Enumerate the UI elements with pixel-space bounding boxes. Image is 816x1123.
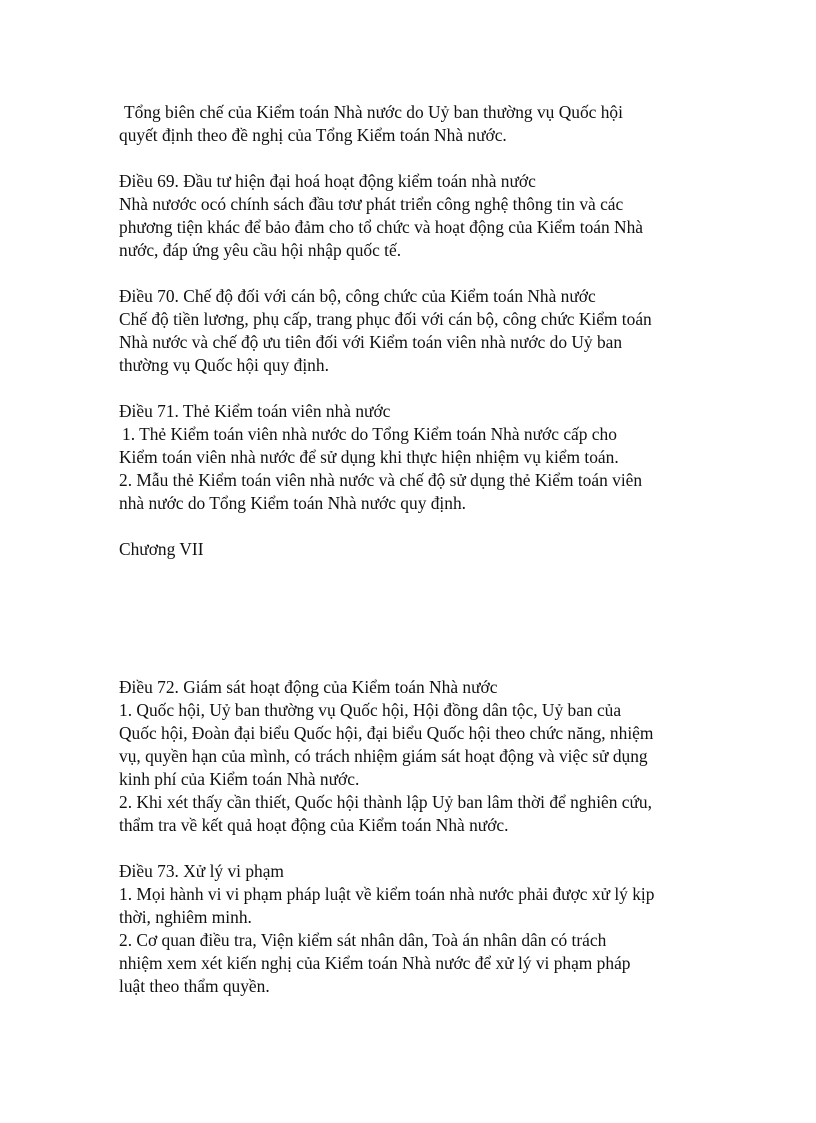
article-72-line-5: 2. Khi xét thấy cần thiết, Quốc hội thành lập Uỷ ban lâm thời để nghiên cứu, <box>119 792 652 812</box>
article-73-line-4: nhiệm xem xét kiến nghị của Kiểm toán Nhà nước để xử lý vi phạm pháp <box>119 953 631 973</box>
spacer <box>119 837 704 860</box>
spacer <box>119 262 704 285</box>
article-70-title: Điều 70. Chế độ đối với cán bộ, công chức của Kiểm toán Nhà nước <box>119 286 596 306</box>
article-70-line-1: Chế độ tiền lương, phụ cấp, trang phục đối với cán bộ, công chức Kiểm toán <box>119 309 652 329</box>
article-73-line-1: 1. Mọi hành vi vi phạm pháp luật về kiểm toán nhà nước phải được xử lý kịp <box>119 884 655 904</box>
document-page <box>119 101 704 998</box>
article-72-line-6: thẩm tra về kết quả hoạt động của Kiểm toán Nhà nước. <box>119 815 509 835</box>
article-73-title: Điều 73. Xử lý vi phạm <box>119 861 284 881</box>
article-69-line-2: phương tiện khác để bảo đảm cho tổ chức và hoạt động của Kiểm toán Nhà <box>119 217 644 237</box>
spacer <box>119 377 704 400</box>
article-72-line-3: vụ, quyền hạn của mình, có trách nhiệm giám sát hoạt động và việc sử dụng <box>119 746 648 766</box>
article-71-line-2: Kiểm toán viên nhà nước để sử dụng khi thực hiện nhiệm vụ kiểm toán. <box>119 447 619 467</box>
article-69-line-1: Nhà nươớc ocó chính sách đầu tơư phát triển công nghệ thông tin và các <box>119 194 624 214</box>
article-73-line-5: luật theo thẩm quyền. <box>119 976 270 996</box>
article-71-title: Điều 71. Thẻ Kiểm toán viên nhà nước <box>119 401 391 421</box>
intro-line-2: quyết định theo đề nghị của Tổng Kiểm toán Nhà nước. <box>119 125 507 145</box>
spacer <box>119 515 704 538</box>
article-71-line-3: 2. Mẫu thẻ Kiểm toán viên nhà nước và chế độ sử dụng thẻ Kiểm toán viên <box>119 470 643 490</box>
chapter-gap <box>119 561 704 676</box>
article-72-line-1: 1. Quốc hội, Uỷ ban thường vụ Quốc hội, Hội đồng dân tộc, Uỷ ban của <box>119 700 622 720</box>
article-73-line-2: thời, nghiêm minh. <box>119 907 252 927</box>
article-72-line-2: Quốc hội, Đoàn đại biểu Quốc hội, đại biểu Quốc hội theo chức năng, nhiệm <box>119 723 654 743</box>
article-71-line-1: 1. Thẻ Kiểm toán viên nhà nước do Tổng Kiểm toán Nhà nước cấp cho <box>122 424 617 444</box>
chapter-heading: Chương VII <box>119 539 204 559</box>
article-69-line-3: nước, đáp ứng yêu cầu hội nhập quốc tế. <box>119 240 402 260</box>
article-70-line-3: thường vụ Quốc hội quy định. <box>119 355 329 375</box>
article-70-line-2: Nhà nước và chế độ ưu tiên đối với Kiểm toán viên nhà nước do Uỷ ban <box>119 332 623 352</box>
article-73-line-3: 2. Cơ quan điều tra, Viện kiểm sát nhân dân, Toà án nhân dân có trách <box>119 930 607 950</box>
article-69-title: Điều 69. Đầu tư hiện đại hoá hoạt động kiểm toán nhà nước <box>119 171 536 191</box>
article-72-line-4: kinh phí của Kiểm toán Nhà nước. <box>119 769 360 789</box>
article-71-line-4: nhà nước do Tổng Kiểm toán Nhà nước quy định. <box>119 493 466 513</box>
intro-line-1: Tổng biên chế của Kiểm toán Nhà nước do Uỷ ban thường vụ Quốc hội <box>124 102 623 122</box>
spacer <box>119 147 704 170</box>
article-72-title: Điều 72. Giám sát hoạt động của Kiểm toán Nhà nước <box>119 677 498 697</box>
